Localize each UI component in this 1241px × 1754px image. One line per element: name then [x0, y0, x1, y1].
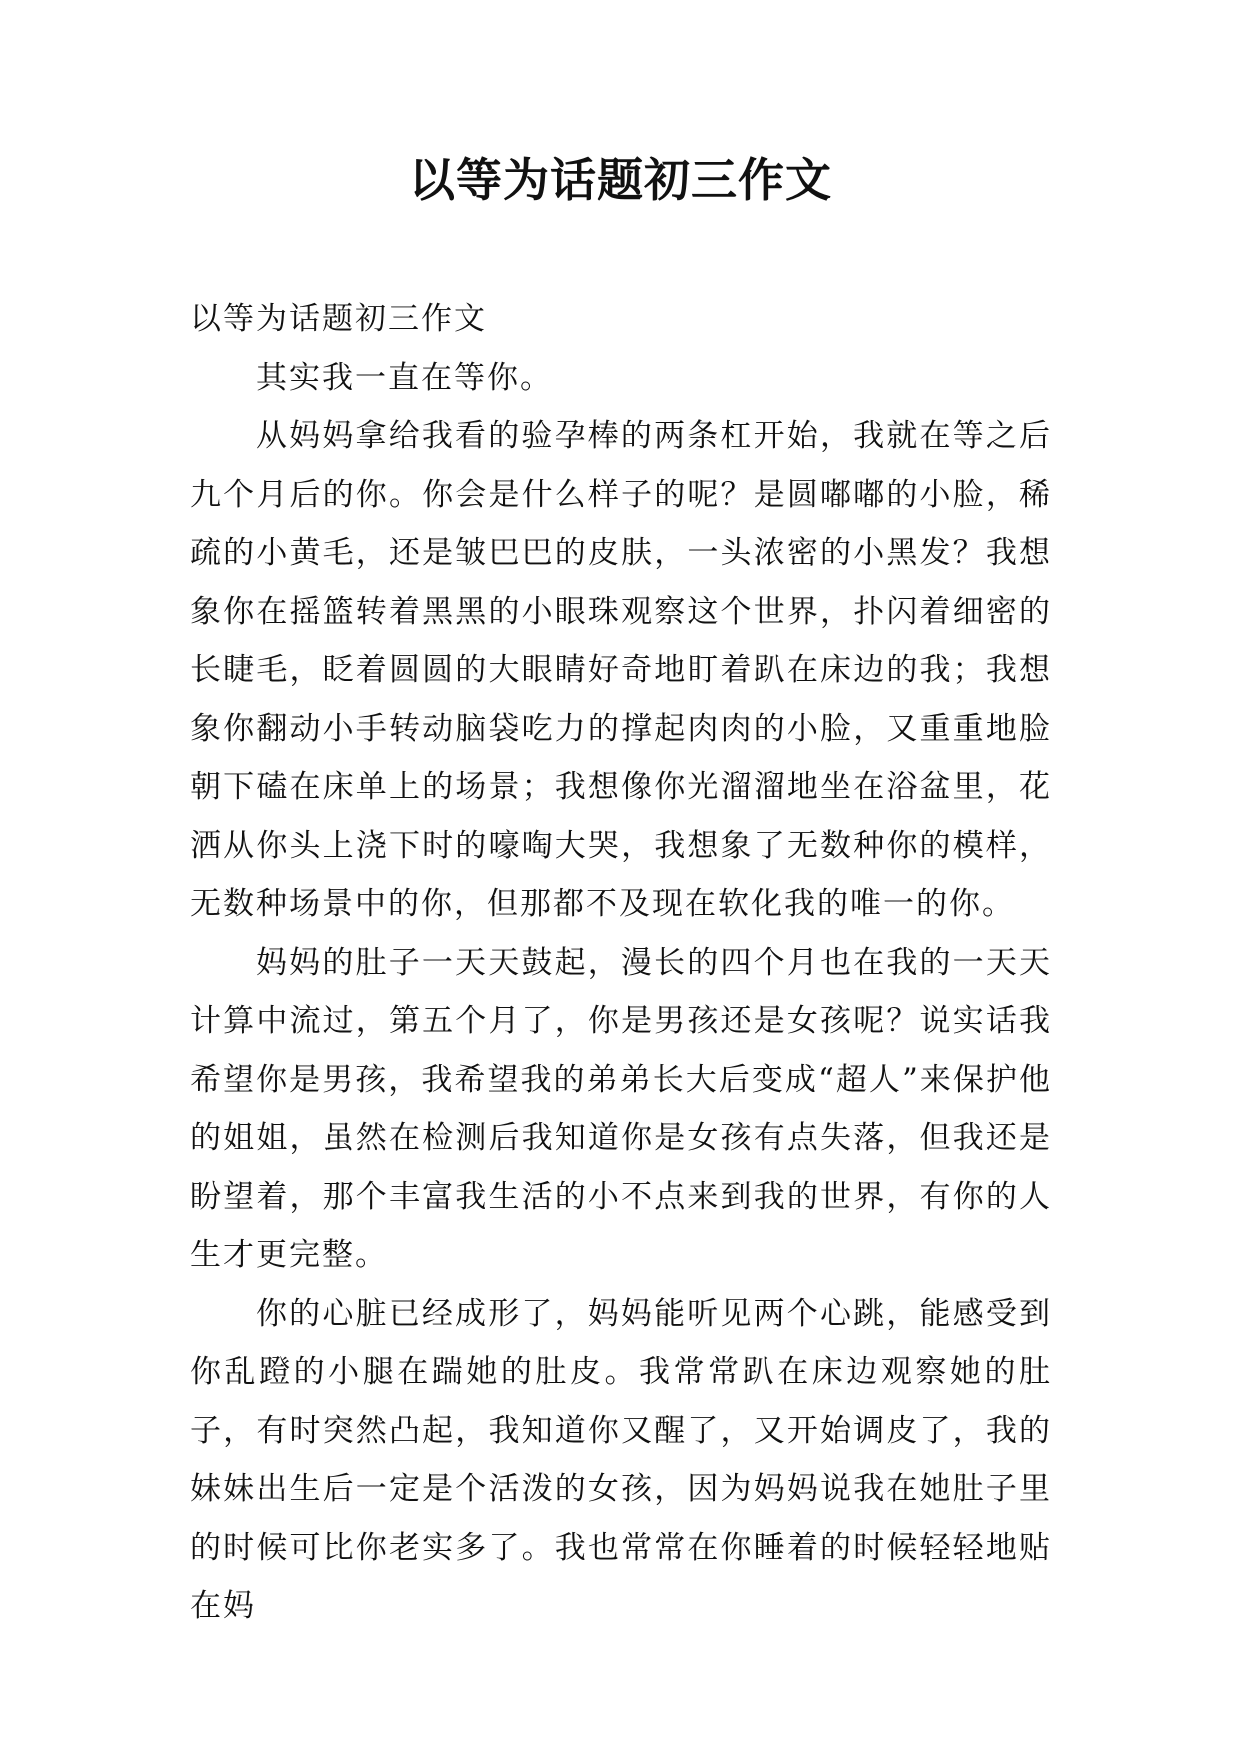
paragraph-4: 你的心脏已经成形了，妈妈能听见两个心跳，能感受到你乱蹬的小腿在踹她的肚皮。我常常趴在床边观察她的肚子，有时突然凸起，我知道你又醒了，又开始调皮了，我的妹妹出生后一定是个活泼的女孩，因为妈妈说我在她肚子里的时候可比你老实多了。我也常常在你睡着的时候轻轻地贴在妈 — [190, 1295, 1052, 1624]
document-subtitle: 以等为话题初三作文 — [190, 301, 487, 337]
document-body — [190, 290, 1052, 1636]
paragraph-1: 其实我一直在等你。 — [256, 359, 553, 396]
paragraph-2: 从妈妈拿给我看的验孕棒的两条杠开始，我就在等之后九个月后的你。你会是什么样子的呢？是圆嘟嘟的小脸，稀疏的小黄毛，还是皱巴巴的皮肤，一头浓密的小黑发？我想象你在摇篮转着黑黑的小眼珠观察这个世界，扑闪着细密的长睫毛，眨着圆圆的大眼睛好奇地盯着趴在床边的我；我想象你翻动小手转动脑袋吃力的撑起肉肉的小脸，又重重地脸朝下磕在床单上的场景；我想像你光溜溜地坐在浴盆里，花洒从你头上浇下时的嚎啕大哭，我想象了无数种你的模样，无数种场景中的你，但那都不及现在软化我的唯一的你。 — [190, 418, 1052, 922]
document-title: 以等为话题初三作文 — [409, 153, 832, 207]
paragraph-3: 妈妈的肚子一天天鼓起，漫长的四个月也在我的一天天计算中流过，第五个月了，你是男孩还是女孩呢？说实话我希望你是男孩，我希望我的弟弟长大后变成“超人”来保护他的姐姐，虽然在检测后我知道你是女孩有点失落，但我还是盼望着，那个丰富我生活的小不点来到我的世界，有你的人生才更完整。 — [190, 944, 1052, 1273]
